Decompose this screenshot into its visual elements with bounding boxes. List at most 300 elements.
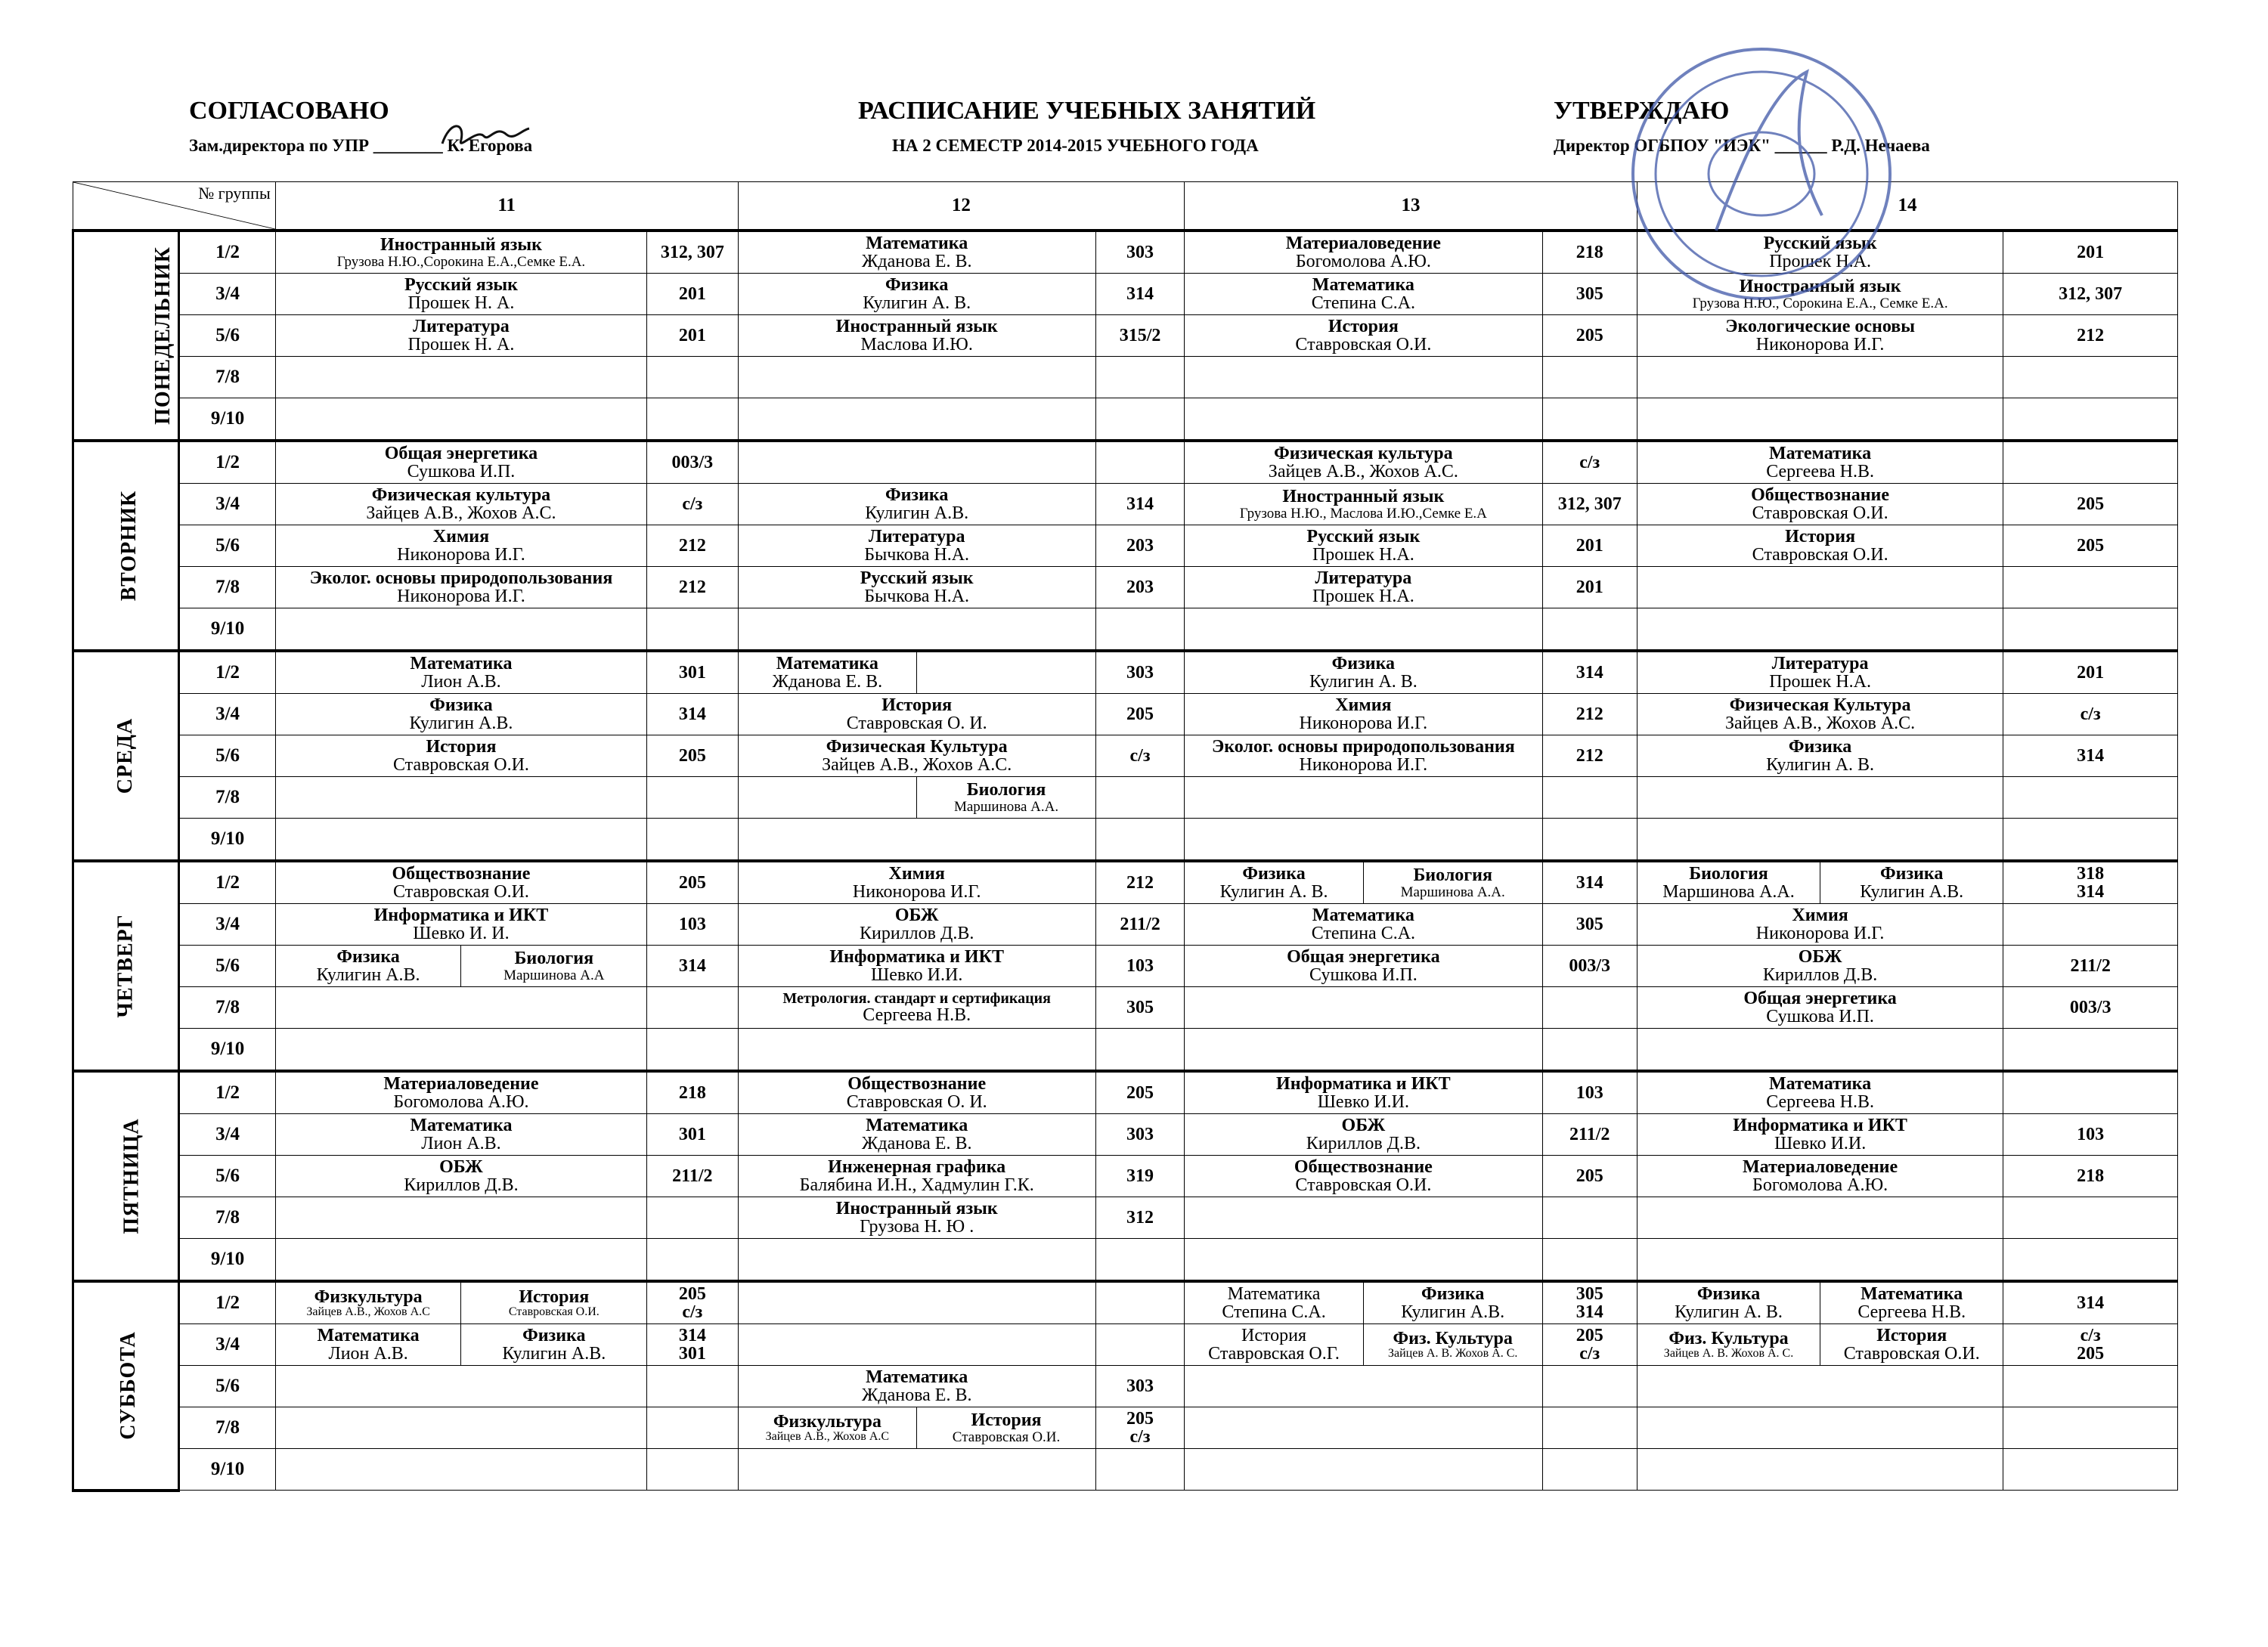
room-number <box>647 1449 738 1491</box>
teacher-name: Маршинова А.А <box>503 967 605 983</box>
pair-number: 5/6 <box>179 735 275 777</box>
teacher-name: Лион А.В. <box>328 1344 408 1364</box>
room-number <box>2003 1449 2178 1491</box>
room-number <box>1542 398 1637 441</box>
subject-cell <box>275 1281 646 1324</box>
subject-name: Общая энергетика <box>1287 946 1440 967</box>
room-number: 314 <box>647 694 738 735</box>
group-header-13: 13 <box>1185 182 1637 231</box>
subject-cell <box>738 1281 1095 1324</box>
pair-number: 1/2 <box>179 651 275 694</box>
teacher-name: Зайцев А.В., Жохов А.С. <box>1268 462 1458 481</box>
teacher-name: Жданова Е. В. <box>861 1134 972 1153</box>
lesson-row <box>73 946 2178 987</box>
room-number <box>1095 777 1184 819</box>
subject-name: Математика <box>776 653 878 673</box>
subject-cell <box>275 777 646 819</box>
subject-name: Иностранный язык <box>835 316 998 336</box>
split-half <box>276 946 461 986</box>
room-number: 205 <box>1542 315 1637 357</box>
subject-cell <box>1637 904 2003 946</box>
teacher-name: Ставровская О. И. <box>846 714 987 733</box>
split-cell <box>1637 1324 2003 1365</box>
subject-cell <box>275 735 646 777</box>
pair-number: 5/6 <box>179 315 275 357</box>
split-half <box>1363 1324 1542 1365</box>
subject-name: Физ. Культура <box>1668 1328 1789 1348</box>
room-number <box>1095 819 1184 862</box>
subject-cell <box>1185 1029 1542 1072</box>
pair-number: 9/10 <box>179 819 275 862</box>
pair-number: 1/2 <box>179 231 275 274</box>
teacher-name: Кулигин А.В. <box>1401 1302 1505 1322</box>
subject-name: Литература <box>1315 568 1412 588</box>
subject-name: Физическая культура <box>371 485 551 505</box>
group-header-11: 11 <box>275 182 738 231</box>
subject-cell <box>1185 525 1542 567</box>
pair-number: 1/2 <box>179 861 275 904</box>
group-corner-cell <box>73 182 276 231</box>
room-number: 305 <box>1542 274 1637 315</box>
subject-cell <box>738 1156 1095 1197</box>
split-cell <box>276 1283 646 1323</box>
subject-name: Биология <box>1413 865 1492 886</box>
subject-cell <box>1185 1281 1542 1324</box>
room-number: 103 <box>1542 1071 1637 1114</box>
split-half <box>916 652 1095 693</box>
teacher-name: Никонорова И.Г. <box>852 882 981 902</box>
subject-cell <box>1185 357 1542 398</box>
subject-cell <box>275 1156 646 1197</box>
subject-name: История <box>971 1410 1042 1431</box>
subject-name: Физическая культура <box>1274 443 1453 463</box>
subject-cell <box>1185 315 1542 357</box>
teacher-name: Богомолова А.Ю. <box>1752 1175 1888 1195</box>
room-number <box>647 1407 738 1449</box>
room-number: 205 <box>1095 1071 1184 1114</box>
approved-signature-line: Директор ОГБПОУ "ИЭК" ______ Р.Д. Нечаева <box>1554 136 1930 155</box>
subject-cell <box>275 946 646 987</box>
subject-cell <box>275 694 646 735</box>
room-number <box>1095 1407 1184 1449</box>
subject-cell <box>1185 1239 1542 1282</box>
subject-cell <box>1637 1071 2003 1114</box>
teacher-name: Шевко И.И. <box>1317 1092 1410 1112</box>
room-number <box>2003 441 2178 484</box>
split-half <box>460 946 646 986</box>
subject-cell <box>1637 861 2003 904</box>
subject-cell <box>1185 904 1542 946</box>
room-number <box>1095 1239 1184 1282</box>
teacher-name: Ставровская О.И. <box>1752 545 1888 565</box>
subject-name: Физика <box>522 1325 586 1345</box>
pair-number: 7/8 <box>179 1407 275 1449</box>
subject-name: Математика <box>317 1325 420 1345</box>
subject-cell <box>738 987 1095 1029</box>
subject-cell <box>1637 1281 2003 1324</box>
teacher-name: Ставровская О. И. <box>846 1092 987 1112</box>
room-number <box>2003 1324 2178 1366</box>
subject-name: Физика <box>1788 736 1852 757</box>
pair-number: 1/2 <box>179 441 275 484</box>
subject-cell <box>1185 441 1542 484</box>
subject-cell <box>275 1407 646 1449</box>
official-seal-stamp <box>1625 42 1898 306</box>
teacher-name: Балябина И.Н., Хадмулин Г.К. <box>799 1175 1034 1195</box>
pair-number: 5/6 <box>179 1366 275 1407</box>
room-number: 211/2 <box>2003 946 2178 987</box>
room-number <box>1542 777 1637 819</box>
subject-cell <box>1185 651 1542 694</box>
subject-name: История <box>1241 1325 1307 1345</box>
room-number: 319 <box>1095 1156 1184 1197</box>
teacher-name: Зайцев А.В., Жохов А.С <box>765 1430 890 1444</box>
split-half <box>739 1407 917 1448</box>
subject-name: Химия <box>888 863 945 884</box>
room-number: 301 <box>647 1114 738 1156</box>
split-half <box>1363 1283 1542 1323</box>
lesson-row <box>73 484 2178 525</box>
subject-name: История <box>1785 526 1856 546</box>
subject-cell <box>275 357 646 398</box>
subject-name: Биология <box>514 949 594 969</box>
room-number: 205 <box>2003 525 2178 567</box>
subject-name: Метрология. стандарт и сертификация <box>782 989 1051 1007</box>
subject-name: Физика <box>1331 653 1396 673</box>
room-line: с/з <box>2080 1326 2101 1345</box>
pair-number: 9/10 <box>179 608 275 652</box>
subject-name: Русский язык <box>1306 526 1421 546</box>
teacher-name: Прошек Н. А. <box>407 335 515 354</box>
room-number <box>1542 1407 1637 1449</box>
room-number: 218 <box>1542 231 1637 274</box>
split-half <box>460 1283 646 1323</box>
teacher-name: Зайцев А.В., Жохов А.С. <box>366 503 556 523</box>
room-number: 103 <box>647 904 738 946</box>
pair-number: 5/6 <box>179 525 275 567</box>
subject-name: Информатика и ИКТ <box>1276 1073 1451 1094</box>
room-number: 312, 307 <box>1542 484 1637 525</box>
subject-cell <box>275 274 646 315</box>
lesson-row <box>73 441 2178 484</box>
pair-number: 9/10 <box>179 1239 275 1282</box>
subject-cell <box>1637 735 2003 777</box>
teacher-name: Зайцев А. В. Жохов А. С. <box>1388 1347 1518 1361</box>
teacher-name: Лион А.В. <box>421 1134 501 1153</box>
pair-number: 9/10 <box>179 398 275 441</box>
subject-name: Математика <box>1227 1283 1321 1304</box>
room-number: с/з <box>647 484 738 525</box>
subject-cell <box>738 1239 1095 1282</box>
subject-name: ОБЖ <box>1798 946 1842 967</box>
room-line: 314 <box>678 1326 706 1345</box>
teacher-name: Бычкова Н.А. <box>864 587 970 606</box>
subject-cell <box>1637 694 2003 735</box>
subject-name: Литература <box>868 526 965 546</box>
teacher-name: Сергеева Н.В. <box>863 1005 971 1025</box>
subject-name: Физика <box>429 695 493 715</box>
subject-cell <box>738 525 1095 567</box>
teacher-name: Зайцев А. В. Жохов А. С. <box>1663 1347 1794 1361</box>
subject-cell <box>738 1114 1095 1156</box>
subject-name: Физическая Культура <box>826 736 1008 757</box>
room-number <box>2003 1197 2178 1239</box>
teacher-name: Сергеева Н.В. <box>1857 1302 1966 1322</box>
lesson-row <box>73 525 2178 567</box>
split-cell <box>1185 1283 1541 1323</box>
day-name: ПЯТНИЦА <box>119 1118 144 1234</box>
subject-cell <box>738 651 1095 694</box>
teacher-name: Сергеева Н.В. <box>1766 1092 1874 1112</box>
subject-cell <box>1185 1114 1542 1156</box>
subject-cell <box>1185 861 1542 904</box>
room-number: 314 <box>1542 651 1637 694</box>
subject-cell <box>275 231 646 274</box>
subject-name: Математика <box>410 1115 513 1135</box>
lesson-row <box>73 398 2178 441</box>
room-number: 218 <box>2003 1156 2178 1197</box>
teacher-name: Богомолова А.Ю. <box>393 1092 529 1112</box>
teacher-name: Сушкова И.П. <box>1766 1007 1874 1026</box>
teacher-name: Ставровская О.И. <box>392 882 529 902</box>
pair-number: 1/2 <box>179 1281 275 1324</box>
handwritten-signature <box>435 113 533 159</box>
lesson-row <box>73 315 2178 357</box>
room-number: 003/3 <box>1542 946 1637 987</box>
subject-name: Материаловедение <box>1743 1156 1898 1177</box>
subject-cell <box>1637 525 2003 567</box>
subject-name: Физика <box>1696 1283 1761 1304</box>
day-name: ЧЕТВЕРГ <box>113 914 138 1018</box>
subject-cell <box>1637 608 2003 652</box>
teacher-name: Маршинова А.А. <box>1662 882 1795 902</box>
day-cell <box>73 1281 179 1491</box>
teacher-name: Никонорова И.Г. <box>1755 924 1885 943</box>
room-line: 318 <box>2077 864 2105 884</box>
subject-cell <box>1637 1114 2003 1156</box>
subject-cell <box>275 608 646 652</box>
subject-name: Обществознание <box>1751 485 1890 505</box>
subject-cell <box>738 484 1095 525</box>
room-number: 203 <box>1095 525 1184 567</box>
subject-name: ОБЖ <box>1341 1115 1386 1135</box>
subject-name: Химия <box>432 526 490 546</box>
room-number: 312, 307 <box>2003 274 2178 315</box>
subject-name: Физическая Культура <box>1729 695 1911 715</box>
split-cell <box>276 1324 646 1365</box>
subject-name: Русский язык <box>1763 233 1877 253</box>
subject-cell <box>1185 567 1542 608</box>
subject-name: Русский язык <box>404 274 518 295</box>
room-number <box>1542 1029 1637 1072</box>
room-line: 314 <box>2077 882 2105 902</box>
split-cell <box>1185 1324 1541 1365</box>
subject-cell <box>738 315 1095 357</box>
room-number <box>1095 1324 1184 1366</box>
approved-title: УТВЕРЖДАЮ <box>1554 97 1730 125</box>
subject-cell <box>1185 398 1542 441</box>
subject-name: Иностранный язык <box>1282 487 1445 507</box>
room-number <box>647 608 738 652</box>
subject-cell <box>275 1449 646 1491</box>
teacher-name: Зайцев А.В., Жохов А.С. <box>822 755 1012 775</box>
pair-number: 5/6 <box>179 1156 275 1197</box>
lesson-row <box>73 694 2178 735</box>
room-number: 218 <box>647 1071 738 1114</box>
pair-number: 3/4 <box>179 1114 275 1156</box>
room-line: 305 <box>1576 1284 1603 1304</box>
room-number: 305 <box>1542 904 1637 946</box>
room-number: 205 <box>1542 1156 1637 1197</box>
subject-cell <box>275 398 646 441</box>
subject-cell <box>1185 1071 1542 1114</box>
room-number <box>647 1197 738 1239</box>
teacher-name: Маршинова А.А. <box>1400 884 1505 900</box>
room-number <box>2003 904 2178 946</box>
subject-name: Иностранный язык <box>380 235 542 255</box>
teacher-name: Кулигин А.В. <box>865 503 969 523</box>
room-number <box>1542 1366 1637 1407</box>
teacher-name: Жданова Е. В. <box>861 252 972 271</box>
subject-name: Эколог. основы природопользования <box>309 568 613 588</box>
room-number <box>1542 1281 1637 1324</box>
subject-name: Математика <box>1769 1073 1872 1094</box>
subject-name: Инженерная графика <box>828 1156 1006 1177</box>
subject-cell <box>738 735 1095 777</box>
pair-number: 7/8 <box>179 1197 275 1239</box>
split-half <box>276 1324 461 1365</box>
subject-cell <box>275 441 646 484</box>
subject-cell <box>738 777 1095 819</box>
day-cell <box>73 861 179 1071</box>
subject-cell <box>275 315 646 357</box>
room-number: 003/3 <box>2003 987 2178 1029</box>
subject-name: Информатика и ИКТ <box>829 946 1004 967</box>
room-number: 211/2 <box>647 1156 738 1197</box>
room-number: 201 <box>647 274 738 315</box>
room-number <box>2003 1029 2178 1072</box>
subject-cell <box>275 567 646 608</box>
subject-name: Материаловедение <box>1285 233 1441 253</box>
lesson-row <box>73 1156 2178 1197</box>
lesson-row <box>73 1281 2178 1324</box>
room-number <box>647 1281 738 1324</box>
room-number <box>2003 1071 2178 1114</box>
room-number <box>647 1239 738 1282</box>
room-number <box>2003 1407 2178 1449</box>
teacher-name: Зайцев А.В., Жохов А.С. <box>1725 714 1916 733</box>
room-number: 201 <box>2003 231 2178 274</box>
subject-cell <box>738 1029 1095 1072</box>
split-half <box>1185 1283 1363 1323</box>
teacher-name: Никонорова И.Г. <box>1299 714 1428 733</box>
split-half <box>916 1407 1095 1448</box>
subject-cell <box>738 861 1095 904</box>
subject-cell <box>738 946 1095 987</box>
room-number <box>1095 1281 1184 1324</box>
subject-name: История <box>426 736 497 757</box>
lesson-row <box>73 777 2178 819</box>
room-number <box>1542 819 1637 862</box>
room-number <box>647 1324 738 1366</box>
subject-cell <box>738 398 1095 441</box>
room-line: 205 <box>1126 1409 1154 1429</box>
split-cell <box>739 652 1095 693</box>
lesson-row <box>73 1324 2178 1366</box>
subject-cell <box>738 1449 1095 1491</box>
teacher-name: Никонорова И.Г. <box>1755 335 1885 354</box>
subject-cell <box>1185 694 1542 735</box>
pair-number: 7/8 <box>179 567 275 608</box>
teacher-name: Грузова Н.Ю., Маслова И.Ю.,Семке Е.А <box>1239 505 1487 522</box>
teacher-name: Сушкова И.П. <box>1309 965 1418 985</box>
subject-name: Обществознание <box>1294 1156 1433 1177</box>
subject-cell <box>738 231 1095 274</box>
room-number: 211/2 <box>1542 1114 1637 1156</box>
room-number <box>2003 608 2178 652</box>
split-half <box>1637 1283 1820 1323</box>
subject-cell <box>1637 484 2003 525</box>
subject-cell <box>275 904 646 946</box>
lesson-row <box>73 1449 2178 1491</box>
teacher-name: Богомолова А.Ю. <box>1295 252 1431 271</box>
room-number: 212 <box>1095 861 1184 904</box>
subject-name: Математика <box>410 653 513 673</box>
teacher-name: Зайцев А.В., Жохов А.С <box>306 1305 430 1319</box>
teacher-name: Ставровская О.Г. <box>1208 1344 1340 1364</box>
room-number: 314 <box>647 946 738 987</box>
subject-cell <box>1637 651 2003 694</box>
subject-name: Иностранный язык <box>835 1198 998 1218</box>
room-number <box>647 1029 738 1072</box>
teacher-name: Прошек Н.А. <box>1769 672 1871 692</box>
subject-cell <box>738 904 1095 946</box>
schedule-table <box>72 181 2178 1492</box>
teacher-name: Кулигин А.В. <box>502 1344 606 1364</box>
subject-cell <box>1637 1407 2003 1449</box>
subject-name: История <box>1328 316 1399 336</box>
agreed-signature-line: Зам.директора по УПР ________ К. Егорова <box>189 136 533 155</box>
subject-cell <box>738 274 1095 315</box>
room-number: 212 <box>647 567 738 608</box>
subject-cell <box>1637 1239 2003 1282</box>
subject-name: Физика <box>1421 1283 1485 1304</box>
room-number: с/з <box>2003 694 2178 735</box>
lesson-row <box>73 1029 2178 1072</box>
split-half <box>460 1324 646 1365</box>
room-number <box>2003 819 2178 862</box>
day-cell <box>73 651 179 861</box>
pair-number: 3/4 <box>179 484 275 525</box>
subject-cell <box>1637 315 2003 357</box>
subject-name: Физкультура <box>773 1411 881 1432</box>
subject-cell <box>1637 567 2003 608</box>
subject-cell <box>1637 1366 2003 1407</box>
subject-name: Физ. Культура <box>1393 1328 1513 1348</box>
pair-number: 9/10 <box>179 1449 275 1491</box>
room-number <box>2003 777 2178 819</box>
subject-cell <box>738 819 1095 862</box>
subject-name: Физика <box>336 946 400 967</box>
room-number <box>647 777 738 819</box>
subject-name: Материаловедение <box>383 1073 539 1094</box>
subject-cell <box>1185 946 1542 987</box>
teacher-name: Никонорова И.Г. <box>397 587 525 606</box>
teacher-name: Шевко И.И. <box>1774 1134 1867 1153</box>
room-number <box>2003 1366 2178 1407</box>
teacher-name: Грузова Н. Ю . <box>860 1217 974 1237</box>
subject-name: Математика <box>1312 274 1414 295</box>
